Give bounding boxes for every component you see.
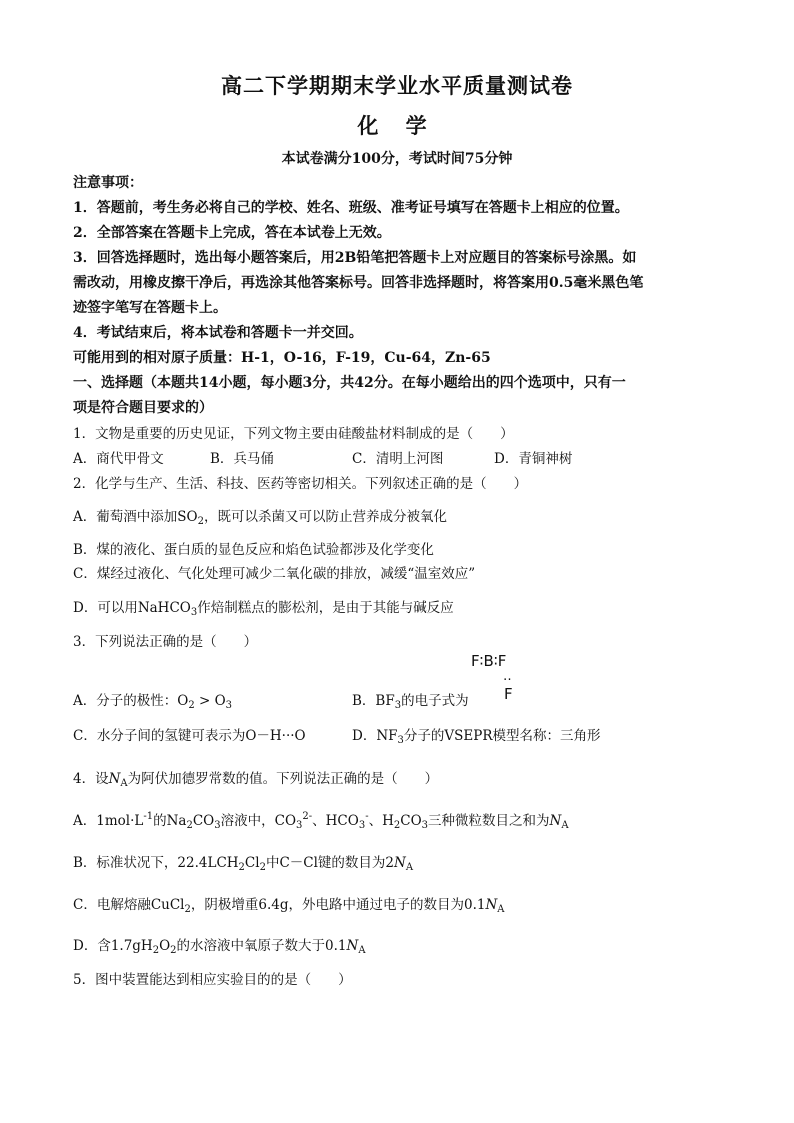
q2-option-a: A．葡萄酒中添加$SO_2$，既可以杀菌又可以防止营养成分被氧化: [73, 509, 447, 527]
lewis-bottom-f: F: [504, 685, 513, 703]
section-heading: 一、选择题（本题共14小题，每小题3分，共42分。在每小题给出的四个选项中，只有一: [73, 375, 626, 391]
q1-option-d: D．青铜神树: [494, 451, 573, 467]
q2-stem: 2．化学与生产、生活、科技、医药等密切相关。下列叙述正确的是（ ）: [73, 476, 528, 492]
bf3-lewis-structure: [471, 652, 551, 708]
q3-option-d: D．$NF_3$分子的VSEPR模型名称：三角形: [352, 728, 601, 746]
q1-option-b: B．兵马俑: [210, 451, 274, 467]
q2-option-d: D．可以用NaHCO$_3$作焙制糕点的膨松剂，是由于其能与碱反应: [73, 600, 454, 618]
q3-option-b: B．$BF_3$的电子式为: [352, 693, 469, 711]
q1-option-a: A．商代甲骨文: [73, 451, 164, 467]
q5-stem: 5．图中装置能达到相应实验目的的是（ ）: [73, 972, 352, 988]
q3-stem: 3．下列说法正确的是（ ）: [73, 634, 258, 650]
note-item-3-cont: 需改动，用橡皮擦干净后，再选涂其他答案标号。回答非选择题时，将答案用0.5毫米黑色笔: [73, 275, 644, 291]
note-item-3: 3．回答选择题时，选出每小题答案后，用2B铅笔把答题卡上对应题目的答案标号涂黑。如: [73, 250, 637, 266]
lewis-top-row: F∶B∶F: [471, 652, 507, 670]
q4-stem: 4．设$N_A$为阿伏加德罗常数的值。下列说法正确的是（ ）: [73, 771, 439, 789]
q4-option-b: B．标准状况下，$22.4LCH_2Cl_2$中C－Cl键的数目为$2N_A$: [73, 855, 414, 873]
q2-option-c: C．煤经过液化、气化处理可减少二氧化碳的排放，减缓“温室效应”: [73, 566, 476, 582]
lewis-dots: ‥: [503, 669, 512, 684]
note-item-1: 1．答题前，考生务必将自己的学校、姓名、班级、准考证号填写在答题卡上相应的位置。: [73, 200, 629, 216]
note-item-2: 2．全部答案在答题卡上完成，答在本试卷上无效。: [73, 225, 391, 241]
notes-heading: 注意事项：: [73, 175, 143, 191]
section-heading-cont: 项是符合题目要求的）: [73, 400, 213, 416]
q4-option-c: C．电解熔融CuCl$_2$，阴极增重6.4g，外电路中通过电子的数目为$0.1N_A$: [73, 897, 505, 915]
q1-option-c: C．清明上河图: [352, 451, 444, 467]
q4-option-d: D．含$1.7gH_2O_2$的水溶液中氧原子数大于$0.1N_A$: [73, 938, 366, 956]
note-item-3-cont2: 迹签字笔写在答题卡上。: [73, 300, 227, 316]
q3-option-c: C．水分子间的氢键可表示为O－H···O: [73, 728, 306, 744]
q4-option-a: A．$1mol\cdot L^{-1}$的$Na_2CO_3$溶液中，$CO_3^{2-}$、$HCO_3^-$、$H_2CO_3$三种微粒数目之和为$N_A$: [73, 811, 569, 831]
q3-option-a: A．分子的极性：$O_2 > O_3$: [73, 693, 233, 711]
exam-subject: 化 学: [357, 113, 437, 138]
note-item-4: 4．考试结束后，将本试卷和答题卡一并交回。: [73, 325, 363, 341]
atomic-masses: 可能用到的相对原子质量：H-1，O-16，F-19，Cu-64，Zn-65: [73, 350, 491, 366]
q1-stem: 1．文物是重要的历史见证，下列文物主要由硅酸盐材料制成的是（ ）: [73, 426, 514, 442]
exam-info: 本试卷满分100分，考试时间75分钟: [281, 151, 513, 167]
q2-option-b: B．煤的液化、蛋白质的显色反应和焰色试验都涉及化学变化: [73, 542, 434, 558]
exam-title: 高二下学期期末学业水平质量测试卷: [221, 73, 573, 98]
